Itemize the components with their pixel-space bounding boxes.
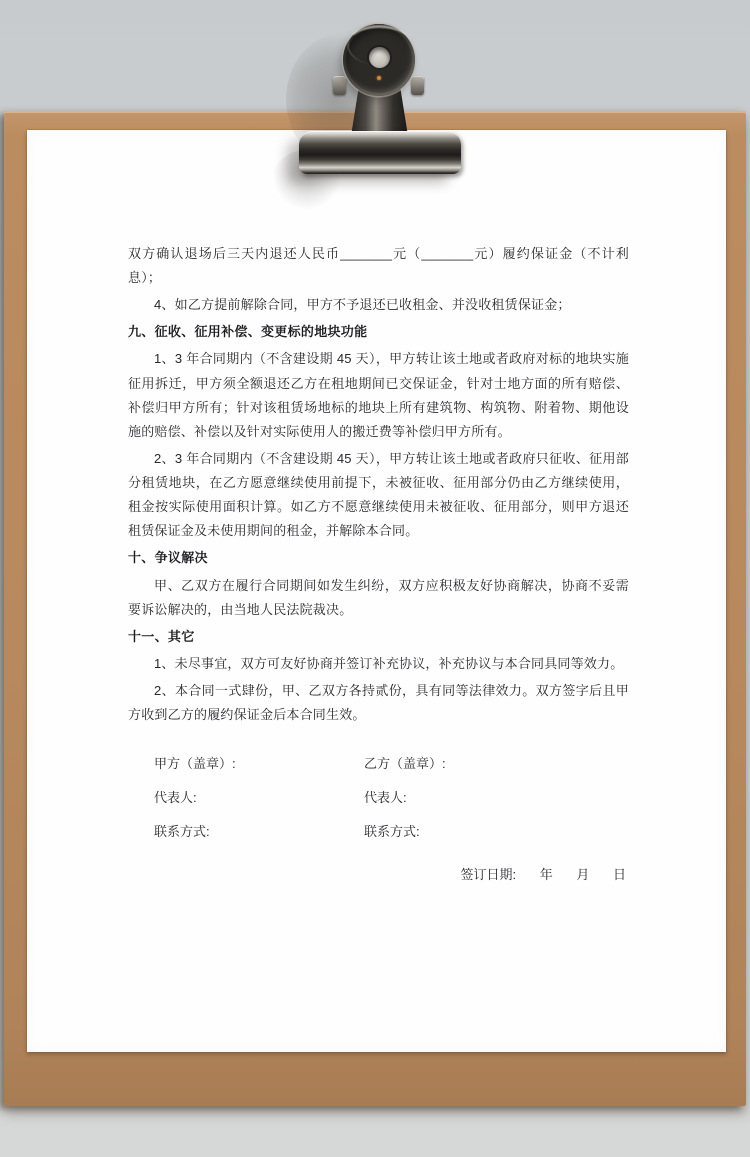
party-b-field-label: 乙方（盖章）: (364, 756, 446, 772)
section-heading: 九、征收、征用补偿、变更标的地块功能 (128, 324, 368, 340)
contract-paragraph: 1、3 年合同期内（不含建设期 45 天），甲方转让该土地或者政府对标的地块实施征用拆迁，甲方须全额退还乙方在租地期间已交保证金，针对士地方面的所有赔偿、补偿归甲方所有；针对该租赁场地标的地块上所有建筑物、构筑物、附着物、期他设施的赔偿、补偿以及针对实际使用人的搬迁费等补偿归甲方所有。 (128, 351, 629, 439)
signature-row (128, 747, 629, 781)
contract-paper-page (27, 130, 726, 1052)
signing-date-label: 签订日期: (460, 867, 517, 883)
year-label: 年 (539, 867, 553, 883)
section-heading: 十一、其它 (128, 629, 195, 645)
signing-date-line (128, 863, 629, 887)
binder-clip-grip-bar (299, 131, 461, 174)
party-b-field-label: 代表人: (364, 790, 407, 806)
clip-handle-tab-left-icon (333, 76, 346, 95)
party-b-field-label: 联系方式: (364, 824, 420, 840)
clip-handle-tab-right-icon (411, 76, 424, 95)
clip-center-hole (369, 47, 390, 68)
contract-text-body (128, 242, 629, 727)
contract-paragraph: 1、未尽事宜，双方可友好协商并签订补充协议，补充协议与本合同具同等效力。 (154, 656, 624, 672)
party-a-field-label: 代表人: (154, 790, 197, 806)
contract-paragraph: 2、3 年合同期内（不含建设期 45 天），甲方转让该土地或者政府只征收、征用部分租赁地块，在乙方愿意继续使用前提下，未被征收、征用部分仍由乙方继续使用，租金按实际使用面积计算。如乙方不愿意继续使用未被征收、征用部分，则甲方退还租赁保证金及未使用期间的租金，并解除本合同。 (128, 450, 629, 539)
signature-block (128, 747, 629, 849)
binder-clip-spring-icon (343, 24, 415, 96)
party-a-field-label: 甲方（盖章）: (154, 756, 236, 772)
signature-row (128, 815, 629, 849)
section-heading: 十、争议解决 (128, 550, 208, 566)
month-label: 月 (576, 867, 590, 883)
party-a-field-label: 联系方式: (154, 824, 210, 840)
contract-paragraph: 2、本合同一式肆份，甲、乙双方各持贰份，具有同等法律效力。双方签字后且甲方收到乙方的履约保证金后本合同生效。 (128, 682, 629, 723)
clip-reflection-glint (377, 76, 381, 80)
contract-paragraph: 4、如乙方提前解除合同，甲方不予退还已收租金、并没收租赁保证金； (154, 296, 571, 312)
day-label: 日 (612, 867, 626, 883)
contract-paragraph: 双方确认退场后三天内退还人民币_______元（_______元）履约保证金（不计利息）； (128, 246, 629, 286)
contract-paragraph: 甲、乙双方在履行合同期间如发生纠纷，双方应积极友好协商解决，协商不妥需要诉讼解决的，由当地人民法院裁决。 (128, 577, 629, 617)
clipboard-board (4, 111, 746, 1106)
signature-row (128, 781, 629, 815)
